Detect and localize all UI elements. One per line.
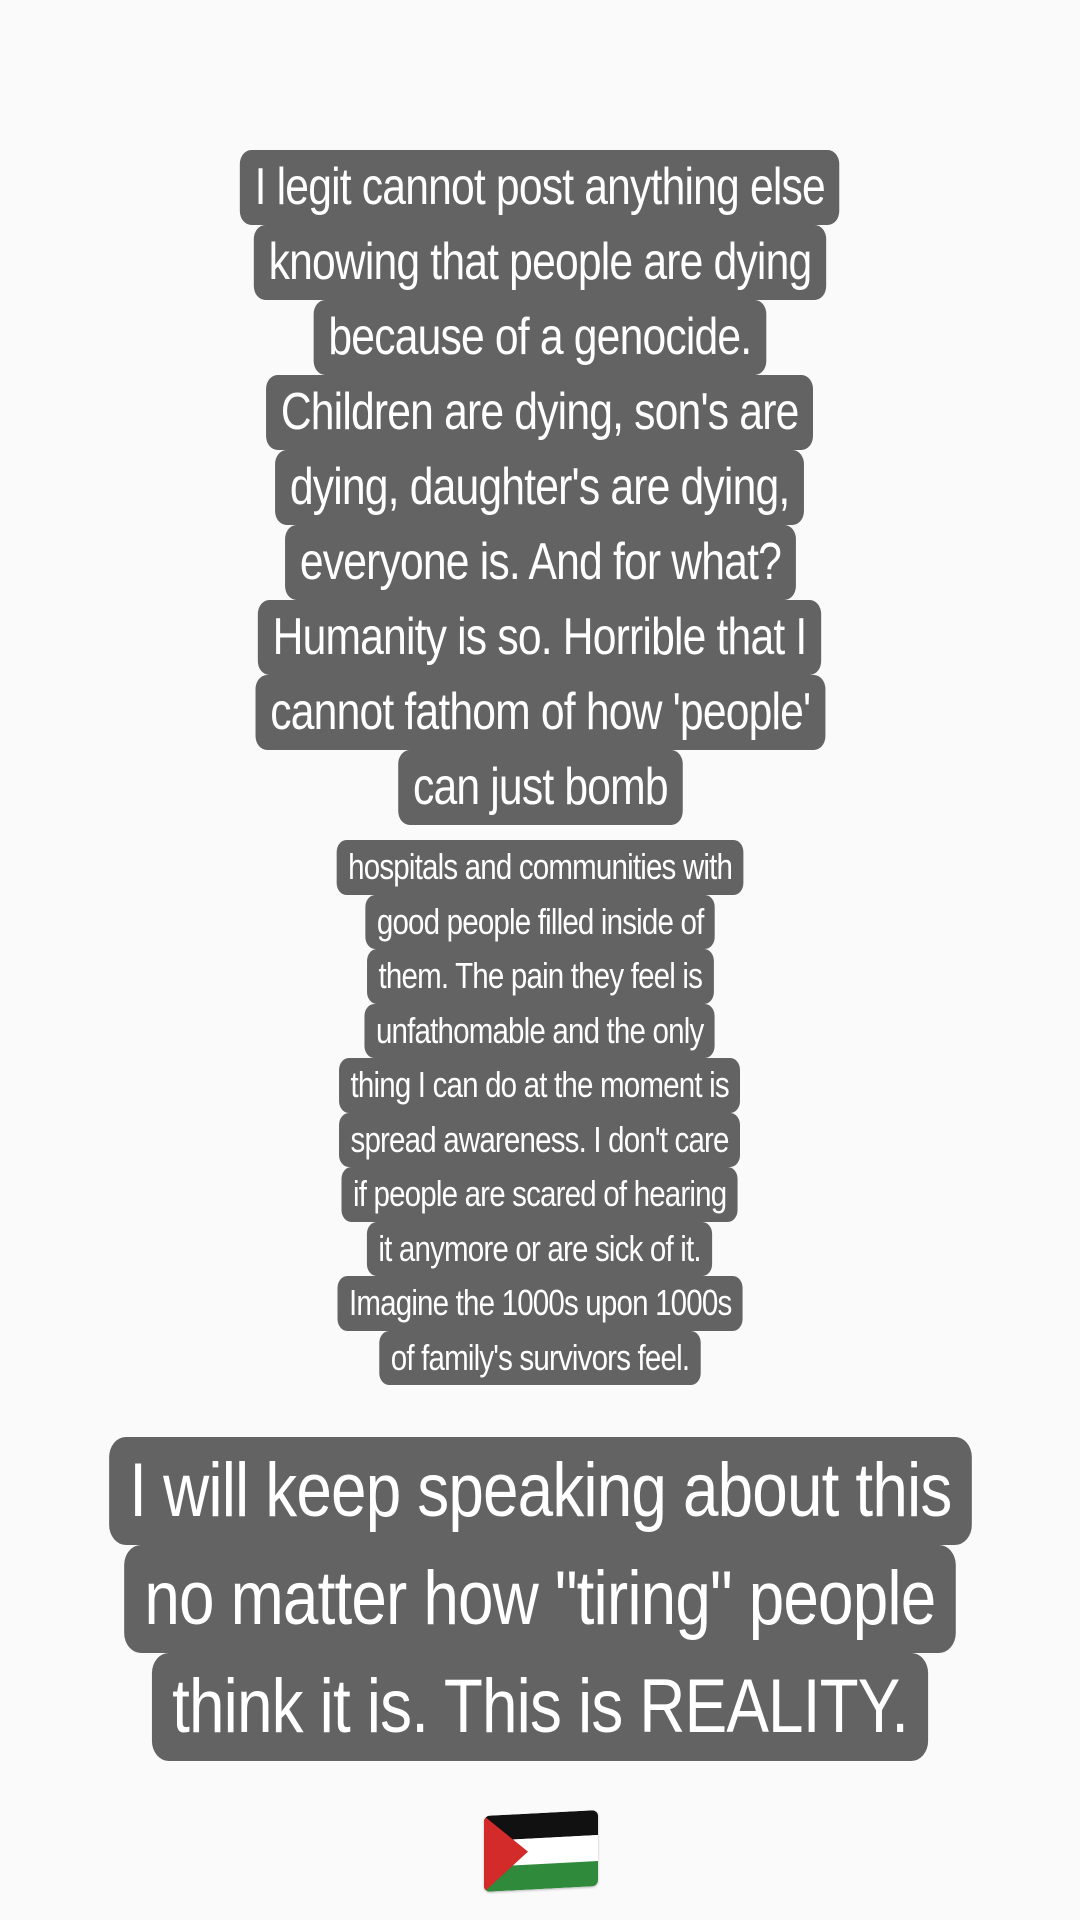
text-line: hospitals and communities with (337, 840, 744, 895)
text-line: no matter how "tiring" people (124, 1545, 955, 1653)
text-line: thing I can do at the moment is (339, 1058, 740, 1113)
text-line: if people are scared of hearing (342, 1167, 738, 1222)
text-line: can just bomb (398, 750, 682, 825)
text-line: think it is. This is REALITY. (152, 1653, 928, 1761)
text-line: cannot fathom of how 'people' (255, 675, 825, 750)
text-block-3 (0, 1437, 1080, 1761)
text-block-2 (0, 840, 1080, 1385)
text-line: unfathomable and the only (365, 1004, 715, 1059)
text-line: dying, daughter's are dying, (275, 450, 804, 525)
text-line: because of a genocide. (314, 300, 766, 375)
text-line: of family's survivors feel. (379, 1331, 700, 1386)
palestine-flag-icon (484, 1810, 598, 1892)
text-line: Humanity is so. Horrible that I (258, 600, 821, 675)
text-line: everyone is. And for what? (285, 525, 796, 600)
text-line: it anymore or are sick of it. (367, 1222, 712, 1277)
text-line: I legit cannot post anything else (240, 150, 840, 225)
text-line: spread awareness. I don't care (339, 1113, 740, 1168)
text-line: them. The pain they feel is (367, 949, 714, 1004)
text-line: Children are dying, son's are (266, 375, 813, 450)
text-line: knowing that people are dying (254, 225, 826, 300)
text-line: Imagine the 1000s upon 1000s (337, 1276, 742, 1331)
text-line: I will keep speaking about this (109, 1437, 971, 1545)
text-block-1 (0, 150, 1080, 825)
text-line: good people filled inside of (365, 895, 715, 950)
